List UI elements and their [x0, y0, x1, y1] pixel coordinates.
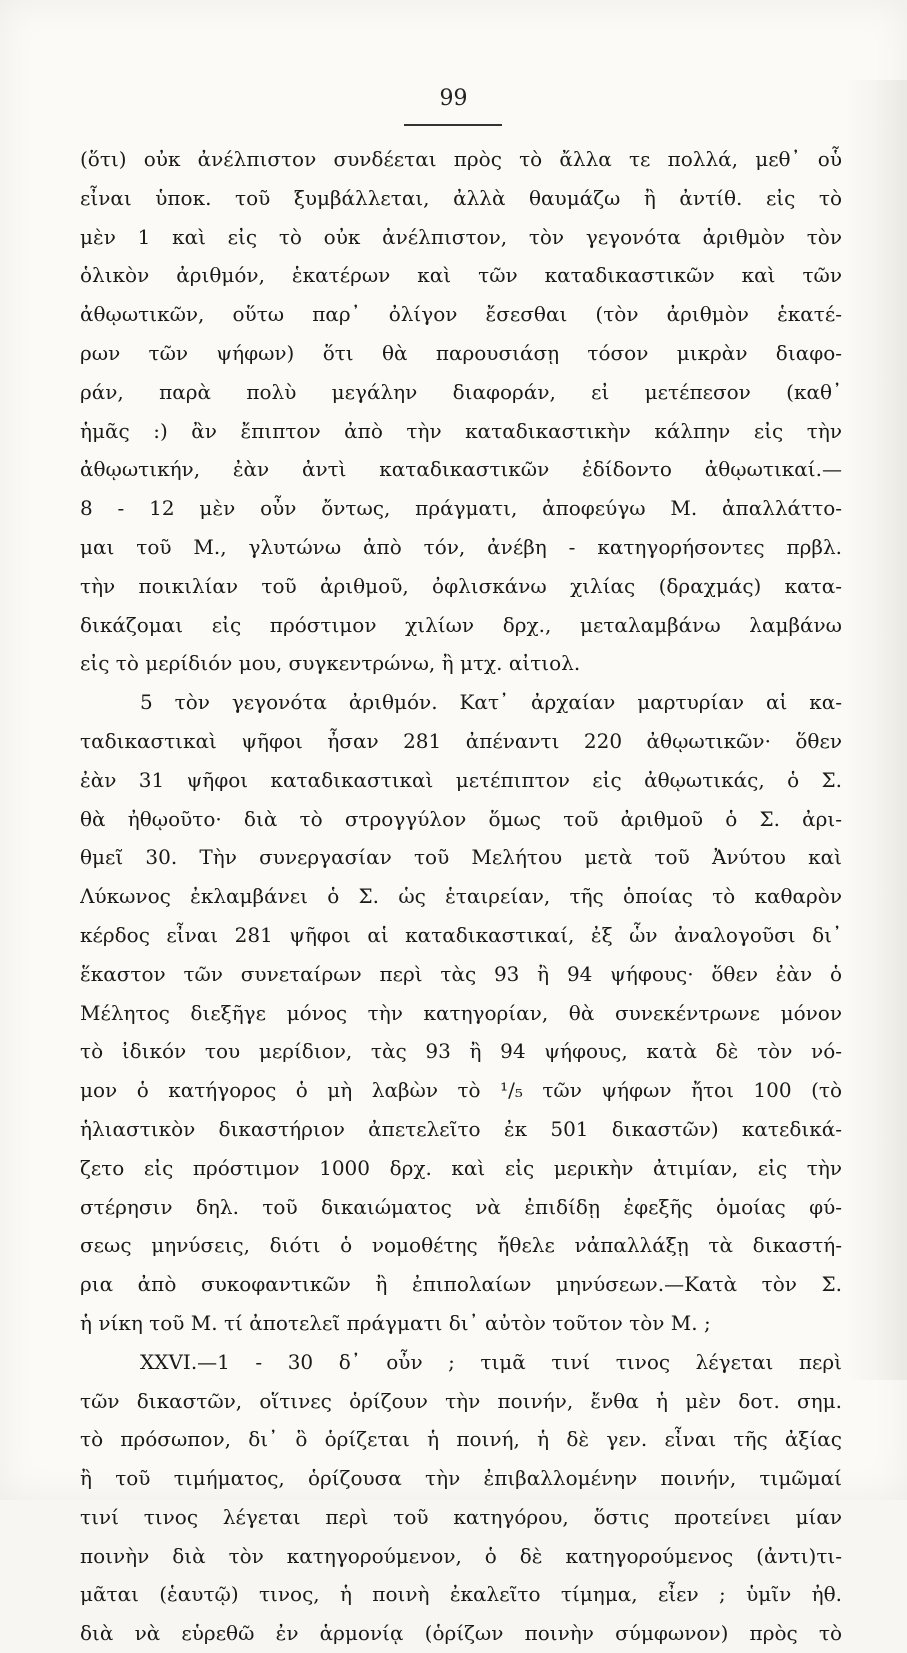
text-line: στέρησιν δηλ. τοῦ δικαιώματος νὰ ἐπιδίδῃ ἐφεξῆς ὁμοίας φύ-	[80, 1194, 842, 1219]
page-number: 99	[439, 86, 468, 111]
text-line: θὰ ἠθῳοῦτο· διὰ τὸ στρογγύλον ὅμως τοῦ ἀριθμοῦ ὁ Σ. ἀρι-	[80, 806, 842, 831]
text-line: μὲν 1 καὶ εἰς τὸ οὐκ ἀνέλπιστον, τὸν γεγονότα ἀριθμὸν τὸν	[80, 224, 842, 249]
text-line: 8 - 12 μὲν οὖν ὄντως, πράγματι, ἀποφεύγω Μ. ἀπαλλάττο-	[80, 496, 842, 521]
text-line: ζετο εἰς πρόστιμον 1000 δρχ. καὶ εἰς μερικὴν ἀτιμίαν, εἰς τὴν	[80, 1155, 842, 1180]
text-line: ἀθῳωτικήν, ἐὰν ἀντὶ καταδικαστικῶν ἐδίδοντο ἀθῳωτικαί.—	[80, 457, 842, 482]
text-line: 5 τὸν γεγονότα ἀριθμόν. Κατ᾽ ἀρχαίαν μαρτυρίαν αἱ κα-	[140, 690, 842, 715]
text-line: ἡ νίκη τοῦ Μ. τί ἀποτελεῖ πράγματι δι᾽ αὐτὸν τοῦτον τὸν Μ. ;	[80, 1310, 711, 1335]
text-line: μαι τοῦ Μ., γλυτώνω ἀπὸ τόν, ἀνέβη - κατηγορήσοντες πρβλ.	[80, 534, 842, 559]
text-line: Λύκωνος ἐκλαμβάνει ὁ Σ. ὡς ἑταιρείαν, τῆς ὁποίας τὸ καθαρὸν	[80, 884, 842, 909]
text-line: ράν, παρὰ πολὺ μεγάλην διαφοράν, εἰ μετέπεσον (καθ᾽	[80, 379, 842, 404]
text-line: ρια ἀπὸ συκοφαντικῶν ἢ ἐπιπολαίων μηνύσεων.—Κατὰ τὸν Σ.	[80, 1272, 842, 1297]
text-line: ἐὰν 31 ψῆφοι καταδικαστικαὶ μετέπιπτον εἰς ἀθῳωτικάς, ὁ Σ.	[80, 767, 842, 792]
text-line: ἡλιαστικὸν δικαστήριον ἀπετελεῖτο ἐκ 501 δικαστῶν) κατεδικά-	[80, 1116, 842, 1141]
text-line: μᾶται (ἑαυτῷ) τινος, ἡ ποινὴ ἐκαλεῖτο τίμημα, εἶεν ; ὑμῖν ἠθ.	[80, 1582, 842, 1607]
text-line: δικάζομαι εἰς πρόστιμον χιλίων δρχ., μεταλαμβάνω λαμβάνω	[80, 612, 842, 637]
text-line: ἡμᾶς :) ἂν ἔπιπτον ἀπὸ τὴν καταδικαστικὴν κάλπην εἰς τὴν	[80, 418, 842, 443]
text-line: τῶν δικαστῶν, οἵτινες ὁρίζουν τὴν ποινήν, ἔνθα ἡ μὲν δοτ. σημ.	[80, 1388, 842, 1413]
text-line: τὸ πρόσωπον, δι᾽ ὃ ὁρίζεται ἡ ποινή, ἡ δὲ γεν. εἶναι τῆς ἀξίας	[80, 1427, 842, 1452]
text-line: τὸ ἰδικόν του μερίδιον, τὰς 93 ἢ 94 ψήφους, κατὰ δὲ τὸν νό-	[80, 1039, 842, 1064]
text-line: ἀθῳωτικῶν, οὕτω παρ᾽ ὀλίγον ἔσεσθαι (τὸν ἀριθμὸν ἑκατέ-	[80, 302, 842, 327]
text-line: (ὅτι) οὐκ ἀνέλπιστον συνδέεται πρὸς τὸ ἄλλα τε πολλά, μεθ᾽ οὗ	[80, 147, 842, 171]
bleed-through-shadow	[847, 80, 907, 1380]
text-line: ρων τῶν ψήφων) ὅτι θὰ παρουσιάσῃ τόσον μικρὰν διαφο-	[80, 340, 842, 365]
page-number-rule	[404, 124, 502, 126]
text-line: Μέλητος διεξῆγε μόνος τὴν κατηγορίαν, θὰ συνεκέντρωνε μόνον	[80, 1000, 842, 1025]
text-line: ταδικαστικαὶ ψῆφοι ἦσαν 281 ἀπέναντι 220 ἀθῳωτικῶν· ὅθεν	[80, 728, 842, 753]
text-line: τινί τινος λέγεται περὶ τοῦ κατηγόρου, ὅστις προτείνει μίαν	[80, 1504, 842, 1529]
text-line: ἢ τοῦ τιμήματος, ὁρίζουσα τὴν ἐπιβαλλομένην ποινήν, τιμῶμαί	[80, 1466, 842, 1491]
text-line: διὰ νὰ εὑρεθῶ ἐν ἁρμονίᾳ (ὁρίζων ποινὴν σύμφωνον) πρὸς τὸ	[80, 1621, 842, 1646]
text-line: XXVI.—1 - 30 δ᾽ οὖν ; τιμᾶ τινί τινος λέγεται περὶ	[140, 1349, 842, 1374]
commentary-text	[80, 140, 842, 1653]
text-line: θμεῖ 30. Τὴν συνεργασίαν τοῦ Μελήτου μετὰ τοῦ Ἀνύτου καὶ	[80, 845, 842, 870]
text-line: εἰς τὸ μερίδιόν μου, συγκεντρώνω, ἢ μτχ. αἰτιολ.	[80, 651, 581, 676]
text-line: κέρδος εἶναι 281 ψῆφοι αἱ καταδικαστικαί, ἐξ ὧν ἀναλογοῦσι δι᾽	[80, 922, 842, 947]
text-line: σεως μηνύσεις, διότι ὁ νομοθέτης ἤθελε νἀπαλλάξῃ τὰ δικαστή-	[80, 1233, 842, 1258]
text-line: μον ὁ κατήγορος ὁ μὴ λαβὼν τὸ ¹/₅ τῶν ψήφων ἤτοι 100 (τὸ	[80, 1078, 842, 1103]
text-line: ποινὴν διὰ τὸν κατηγορούμενον, ὁ δὲ κατηγορούμενος (ἀντι)τι-	[80, 1543, 842, 1568]
text-line: εἶναι ὑποκ. τοῦ ξυμβάλλεται, ἀλλὰ θαυμάζω ἢ ἀντίθ. εἰς τὸ	[80, 185, 842, 210]
text-line: ὁλικὸν ἀριθμόν, ἑκατέρων καὶ τῶν καταδικαστικῶν καὶ τῶν	[80, 263, 842, 288]
text-line: τὴν ποικιλίαν τοῦ ἀριθμοῦ, ὀφλισκάνω χιλίας (δραχμάς) κατα-	[80, 573, 842, 598]
text-line: ἕκαστον τῶν συνεταίρων περὶ τὰς 93 ἢ 94 ψήφους· ὅθεν ἐὰν ὁ	[80, 961, 842, 986]
